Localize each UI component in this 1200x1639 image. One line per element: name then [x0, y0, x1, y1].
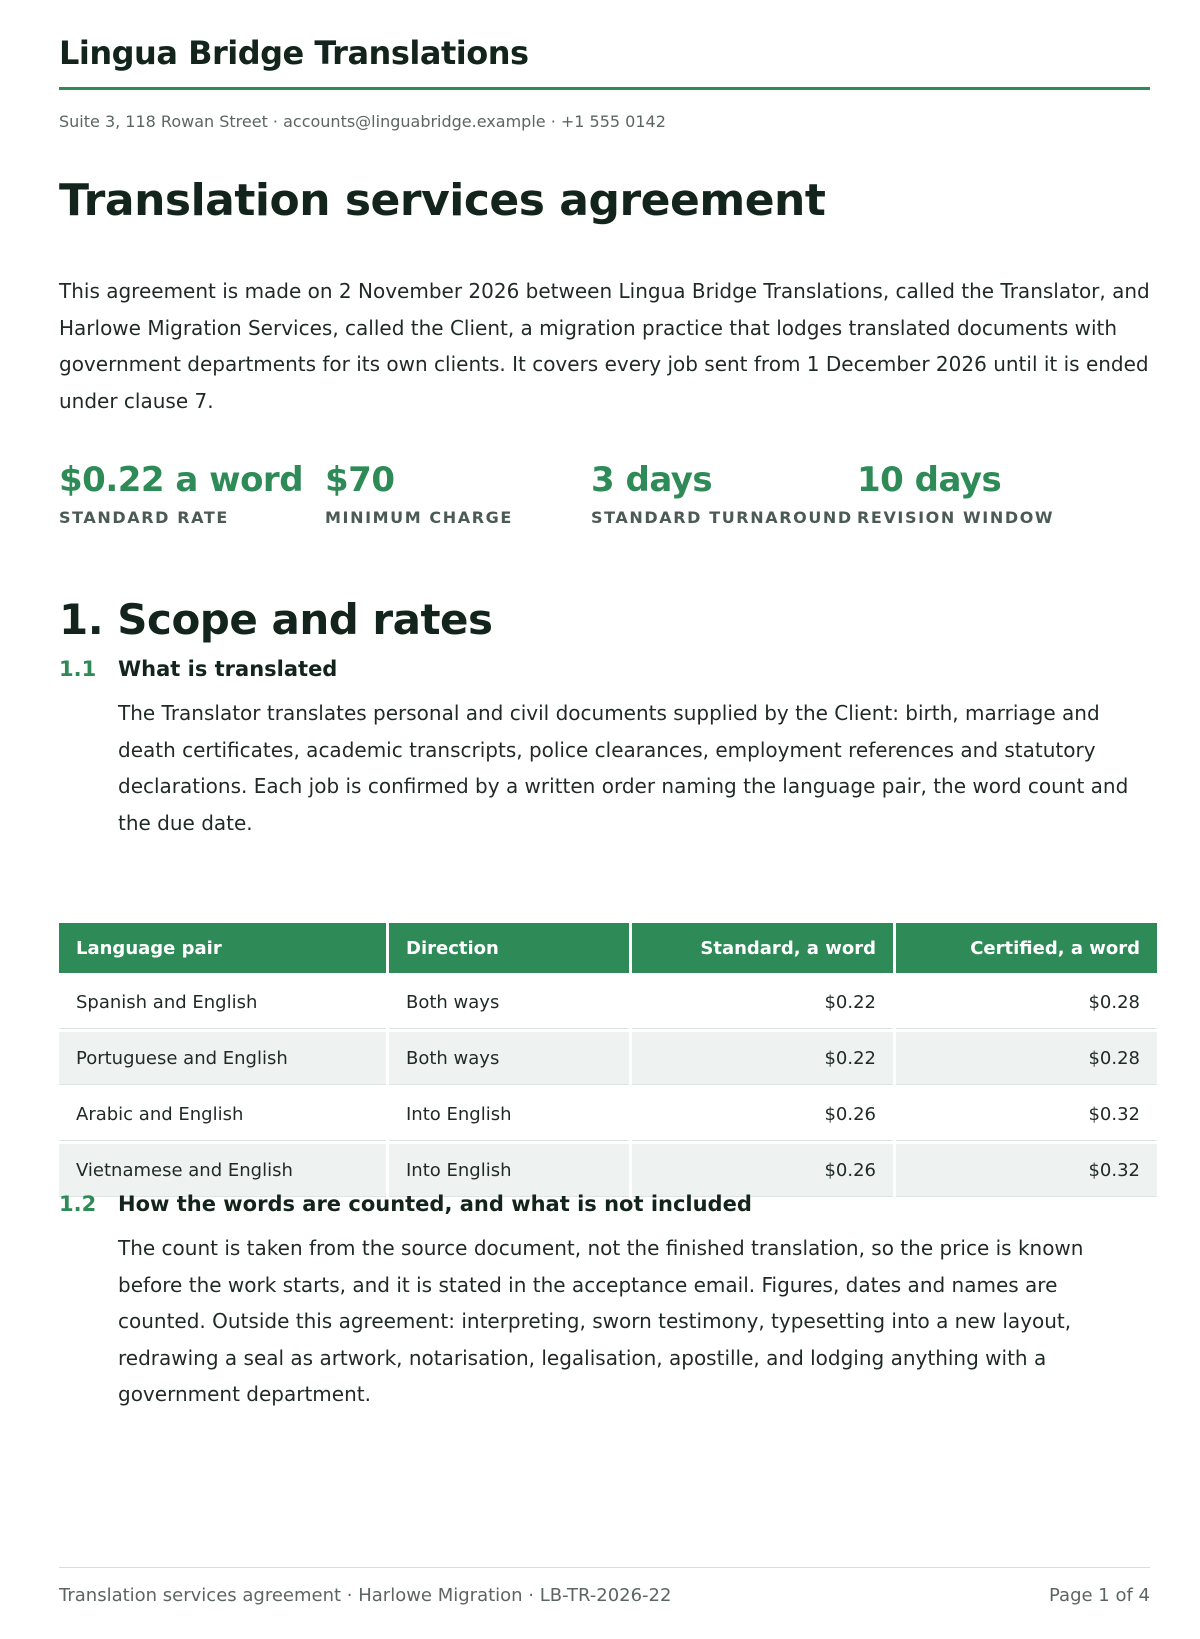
direction-cell: Both ways — [389, 976, 629, 1029]
clause-heading: How the words are counted, and what is not included — [118, 1192, 752, 1216]
key-term-label: MINIMUM CHARGE — [325, 508, 513, 527]
intro-paragraph: This agreement is made on 2 November 2026 between Lingua Bridge Translations, called the Translator, and Harlowe Migration Services, called the Client, a migration practice that lodges translated documents with government departments for its own clients. It covers every job sent from 1 December 2026 until it is ended under clause 7. — [59, 279, 1150, 413]
document-title: Translation services agreement — [59, 175, 826, 226]
table-row — [59, 1144, 1157, 1197]
page-number: Page 1 of 4 — [1049, 1585, 1150, 1606]
key-term-value: 3 days — [591, 460, 713, 500]
key-term-standard-rate — [59, 460, 329, 527]
key-term-label: STANDARD RATE — [59, 508, 229, 527]
certified-rate-cell: $0.28 — [896, 976, 1157, 1029]
key-term-label: STANDARD TURNAROUND — [591, 508, 853, 527]
certified-rate-cell: $0.28 — [896, 1032, 1157, 1085]
clause-heading: What is translated — [118, 657, 338, 681]
footer-divider — [59, 1567, 1150, 1568]
company-contact: Suite 3, 118 Rowan Street · accounts@linguabridge.example · +1 555 0142 — [59, 112, 666, 131]
key-term-value: 10 days — [857, 460, 1002, 500]
letterhead-divider — [59, 87, 1150, 90]
language-pair-cell: Portuguese and English — [59, 1032, 386, 1085]
table-row — [59, 1032, 1157, 1085]
key-terms — [59, 460, 1150, 540]
standard-rate-cell: $0.26 — [632, 1144, 893, 1197]
table-header-row — [59, 923, 1157, 973]
key-term-label: REVISION WINDOW — [857, 508, 1055, 527]
standard-rate-cell: $0.22 — [632, 1032, 893, 1085]
table-row — [59, 1088, 1157, 1141]
column-header: Language pair — [59, 923, 386, 973]
key-term-value: $0.22 a word — [59, 460, 304, 500]
clause-body: The Translator translates personal and civil documents supplied by the Client: birth, marriage and death certificates, academic transcripts, police clearances, employment references and statutory declarations. Each job is confirmed by a written order naming the language pair, the word count and the due date. — [118, 701, 1129, 835]
direction-cell: Both ways — [389, 1032, 629, 1085]
standard-rate-cell: $0.22 — [632, 976, 893, 1029]
key-term-value: $70 — [325, 460, 395, 500]
clause-body: The count is taken from the source document, not the finished translation, so the price is known before the work starts, and it is stated in the acceptance email. Figures, dates and names are counted. Outside this agreement: interpreting, sworn testimony, typesetting into a new layout, redrawing a seal as artwork, notarisation, legalisation, apostille, and lodging anything with a government department. — [118, 1236, 1084, 1406]
standard-rate-cell: $0.26 — [632, 1088, 893, 1141]
footer-reference: Translation services agreement · Harlowe Migration · LB-TR-2026-22 — [59, 1585, 672, 1606]
clause-number: 1.2 — [59, 1192, 97, 1216]
rates-table — [56, 920, 1160, 1200]
clause-number: 1.1 — [59, 657, 97, 681]
key-term-revision-window — [857, 460, 1127, 527]
company-name: Lingua Bridge Translations — [59, 34, 529, 72]
language-pair-cell: Spanish and English — [59, 976, 386, 1029]
key-term-standard-turnaround — [591, 460, 861, 527]
language-pair-cell: Vietnamese and English — [59, 1144, 386, 1197]
certified-rate-cell: $0.32 — [896, 1088, 1157, 1141]
direction-cell: Into English — [389, 1144, 629, 1197]
direction-cell: Into English — [389, 1088, 629, 1141]
table-row — [59, 976, 1157, 1029]
column-header: Certified, a word — [896, 923, 1157, 973]
language-pair-cell: Arabic and English — [59, 1088, 386, 1141]
column-header: Direction — [389, 923, 629, 973]
column-header: Standard, a word — [632, 923, 893, 973]
section-title: 1. Scope and rates — [59, 595, 493, 644]
key-term-minimum-charge — [325, 460, 595, 527]
certified-rate-cell: $0.32 — [896, 1144, 1157, 1197]
